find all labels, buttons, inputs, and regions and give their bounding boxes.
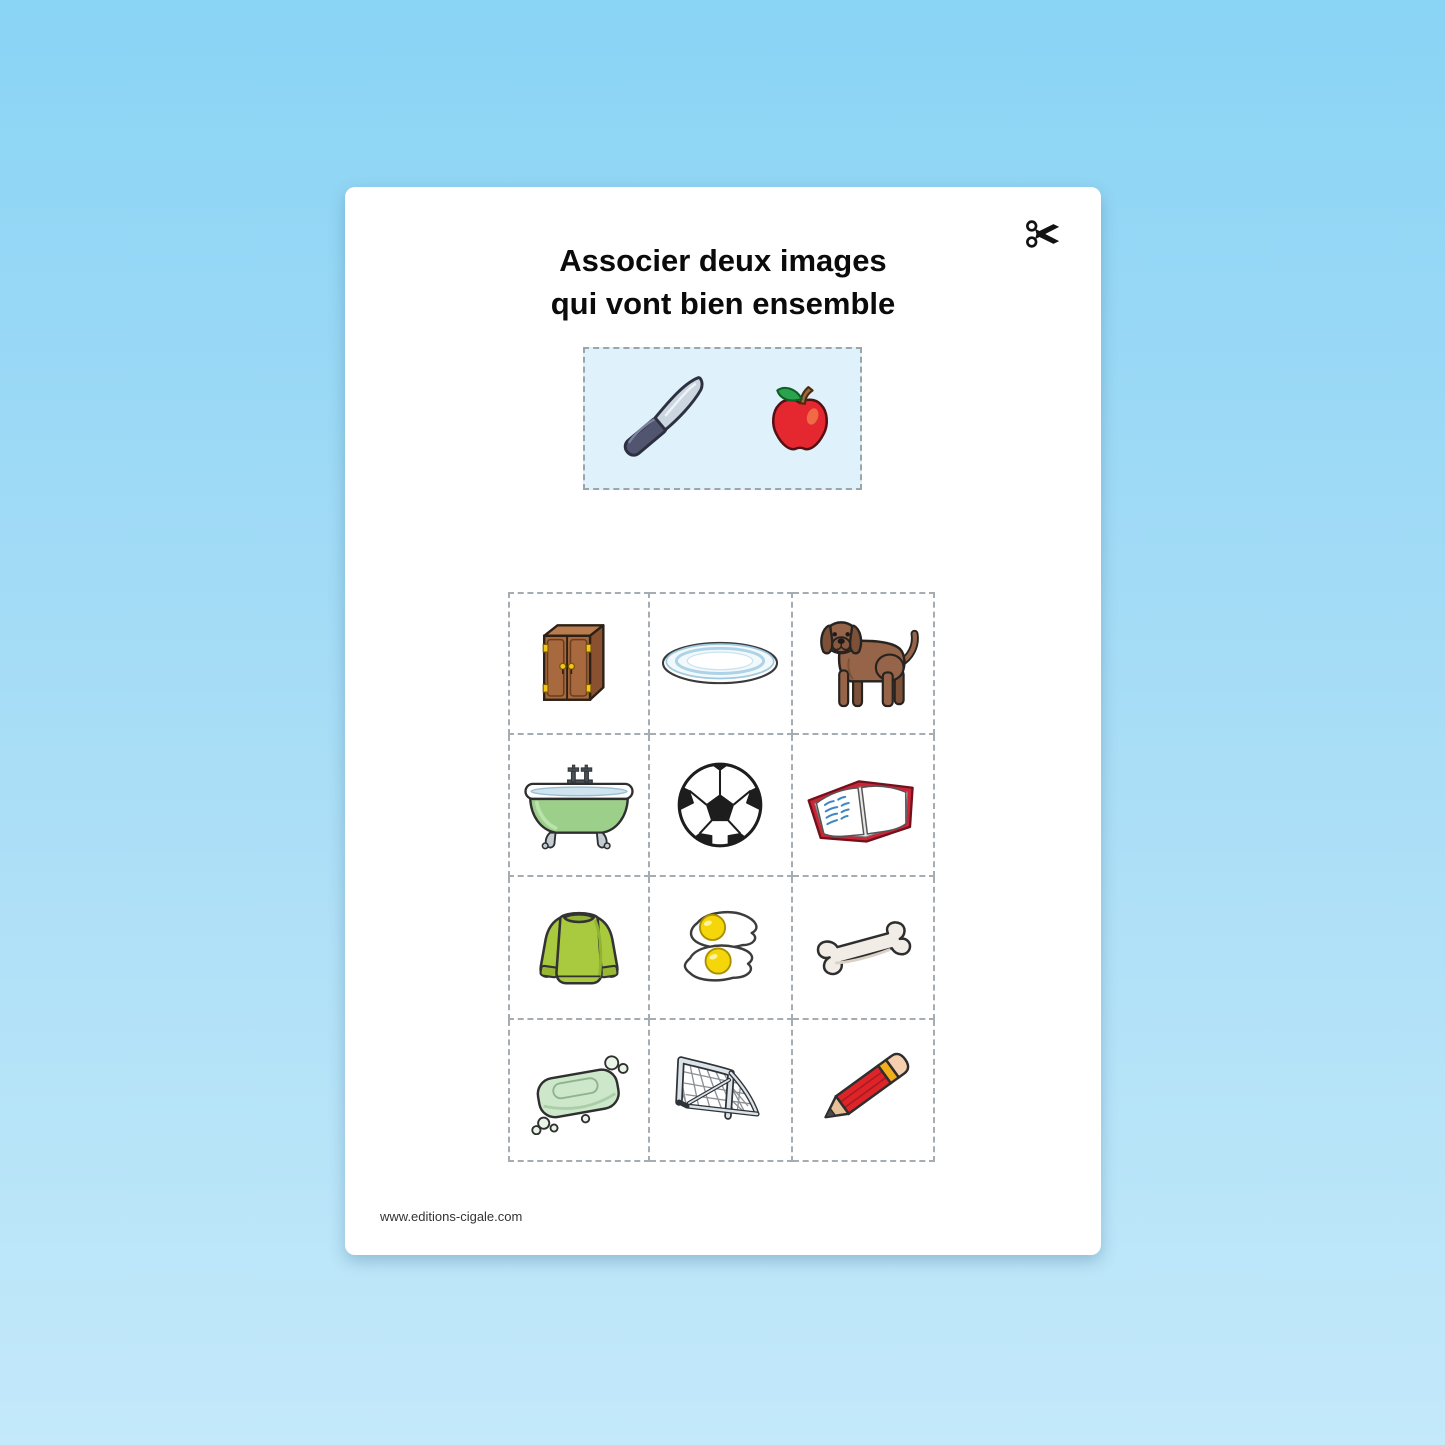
cell-bathtub xyxy=(508,735,650,878)
cell-wardrobe xyxy=(508,592,650,735)
open-book-icon xyxy=(801,758,925,852)
cell-sweater xyxy=(508,877,650,1020)
soccer-ball-icon xyxy=(669,754,771,856)
wardrobe-icon xyxy=(527,611,632,716)
cut-out-grid xyxy=(508,592,935,1162)
soap-icon xyxy=(523,1045,635,1135)
worksheet-page xyxy=(345,187,1101,1255)
knife-icon xyxy=(604,360,734,478)
cell-pencil xyxy=(793,1020,935,1163)
sweater-icon xyxy=(524,898,634,996)
cell-dog xyxy=(793,592,935,735)
page-title-line2: qui vont bien ensemble xyxy=(550,286,896,321)
cell-bone xyxy=(793,877,935,1020)
example-box xyxy=(583,347,862,490)
bathtub-icon xyxy=(518,755,640,855)
dog-icon xyxy=(803,611,923,715)
cell-open-book xyxy=(793,735,935,878)
bone-icon xyxy=(805,912,921,982)
plate-icon xyxy=(657,637,783,689)
apple-icon xyxy=(758,377,842,461)
cell-soccer-goal xyxy=(650,1020,792,1163)
cell-fried-eggs xyxy=(650,877,792,1020)
fried-eggs-icon xyxy=(664,900,776,994)
page-title-line1: Associer deux images xyxy=(559,243,887,278)
cell-soccer-ball xyxy=(650,735,792,878)
soccer-goal-icon xyxy=(662,1040,778,1140)
cell-plate xyxy=(650,592,792,735)
pencil-icon xyxy=(804,1031,922,1149)
page-title xyxy=(345,239,1101,325)
cell-soap xyxy=(508,1020,650,1163)
footer-url: www.editions-cigale.com xyxy=(380,1209,523,1224)
